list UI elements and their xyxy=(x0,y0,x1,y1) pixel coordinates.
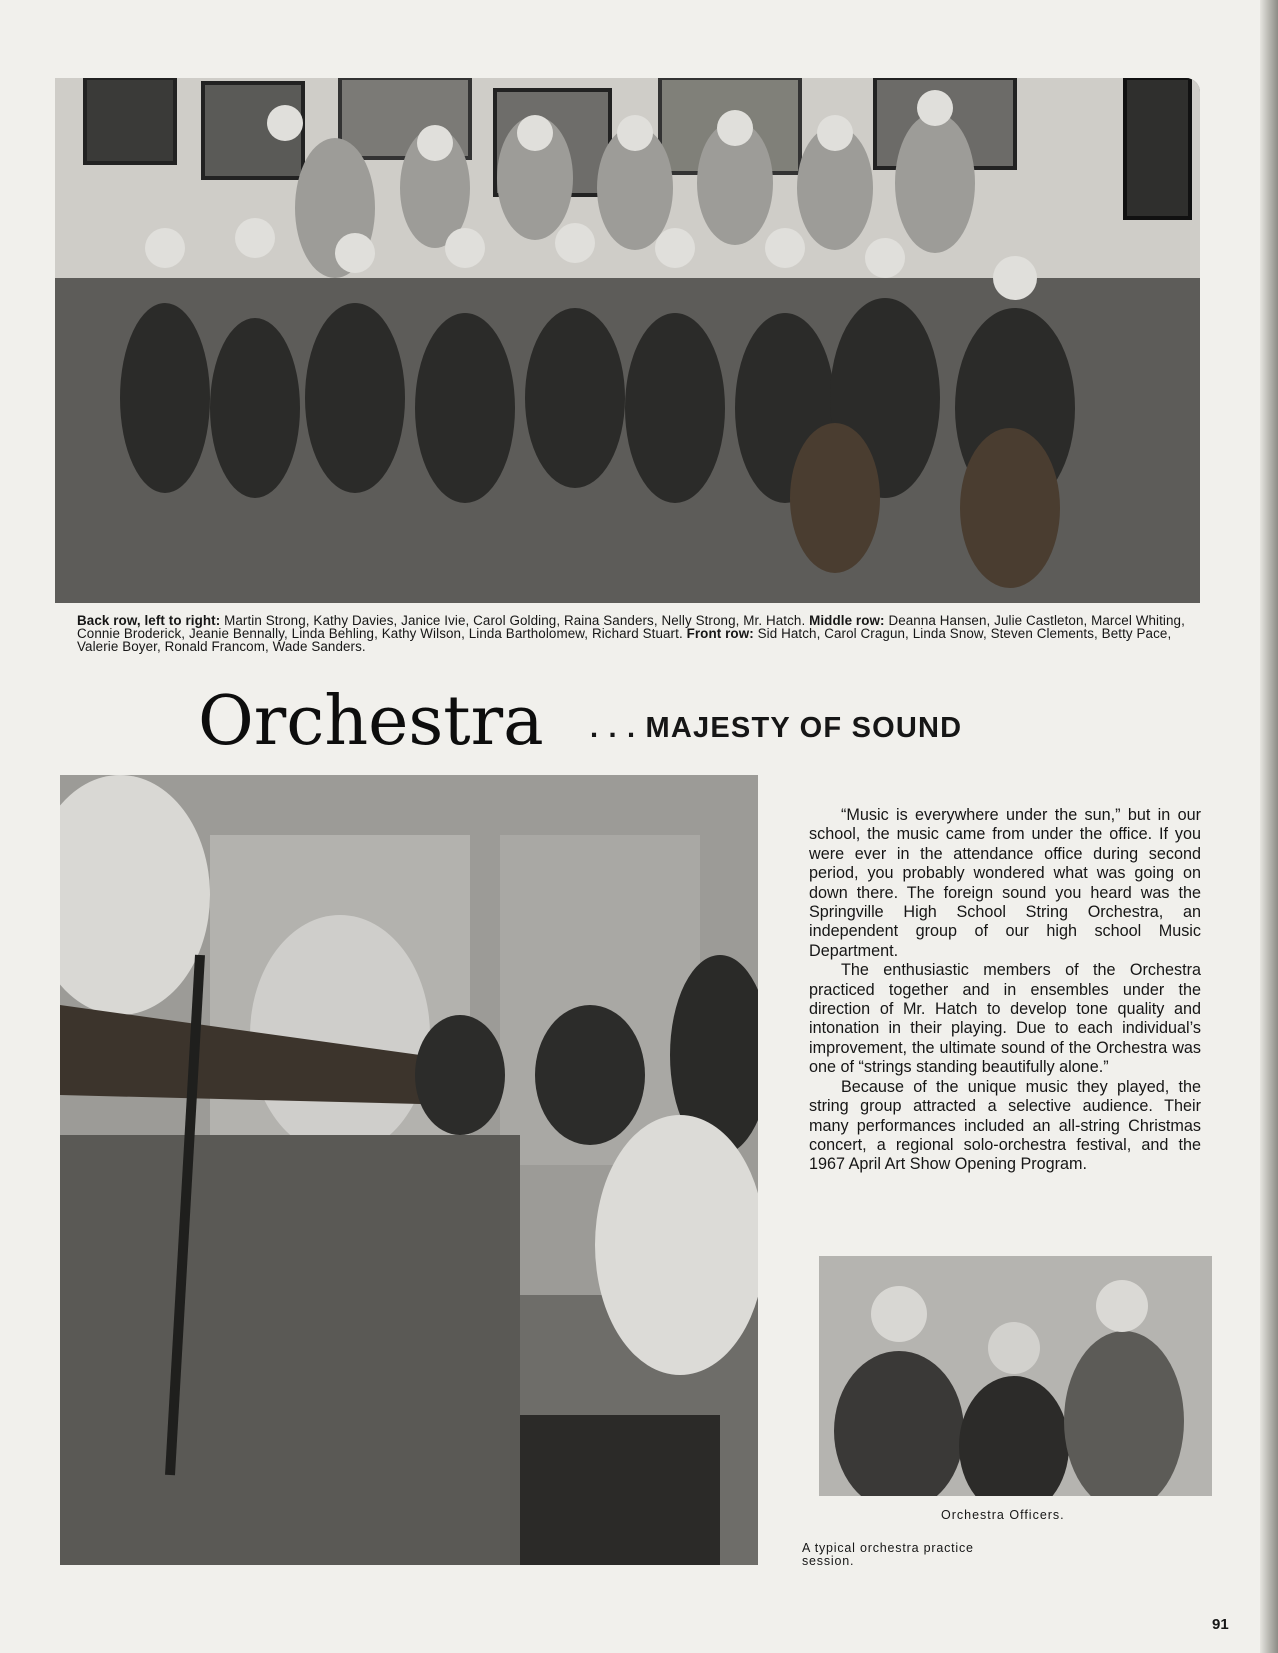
middle-row-names: Deanna Hansen, Julie Castleton, Marcel Whiting, Connie Broderick, Jeanie Bennally, Linda Behling, Kathy Wilson, Linda Bartholomew, Richard Stuart. xyxy=(77,613,1185,641)
practice-photo xyxy=(60,775,758,1565)
article-paragraph: The enthusiastic members of the Orchestra practiced together and in ensembles under the direction of Mr. Hatch to develop tone quality and intonation in their playing. Due to each individual’s improvement, the ultimate sound of the Orchestra was one of “strings standing beautifully alone.” xyxy=(809,961,1201,1077)
officers-photo xyxy=(819,1256,1212,1496)
officers-caption: Orchestra Officers. xyxy=(941,1508,1065,1522)
front-row-label: Front row: xyxy=(686,626,754,641)
practice-caption: A typical orchestra practice session. xyxy=(802,1541,974,1568)
back-row-label: Back row, left to right: xyxy=(77,613,221,628)
page-title: Orchestra xyxy=(198,682,544,761)
front-row-names: Sid Hatch, Carol Cragun, Linda Snow, Steven Clements, Betty Pace, Valerie Boyer, Ronald Francom, Wade Sanders. xyxy=(77,626,1172,654)
group-photo-caption xyxy=(77,614,1187,653)
article-paragraph: “Music is everywhere under the sun,” but in our school, the music came from under the office. If you were ever in the attendance office during second period, you probably wondered what was going on down there. The foreign sound you heard was the Springville High School String Orchestra, an independent group of our high school Music Department. xyxy=(809,806,1201,960)
back-row-names: Martin Strong, Kathy Davies, Janice Ivie, Carol Golding, Raina Sanders, Nelly Strong, Mr. Hatch. xyxy=(224,613,806,628)
article-body xyxy=(809,806,1201,1175)
group-photo xyxy=(55,78,1200,603)
middle-row-label: Middle row: xyxy=(809,613,885,628)
page-edge xyxy=(1260,0,1278,1653)
page-number: 91 xyxy=(1212,1616,1229,1633)
page-subtitle: . . . MAJESTY OF SOUND xyxy=(590,712,963,744)
article-paragraph: Because of the unique music they played, the string group attracted a selective audience. Their many performances included an all-string Christmas concert, a regional solo-orchestra festival, and the 1967 April Art Show Opening Program. xyxy=(809,1077,1201,1174)
